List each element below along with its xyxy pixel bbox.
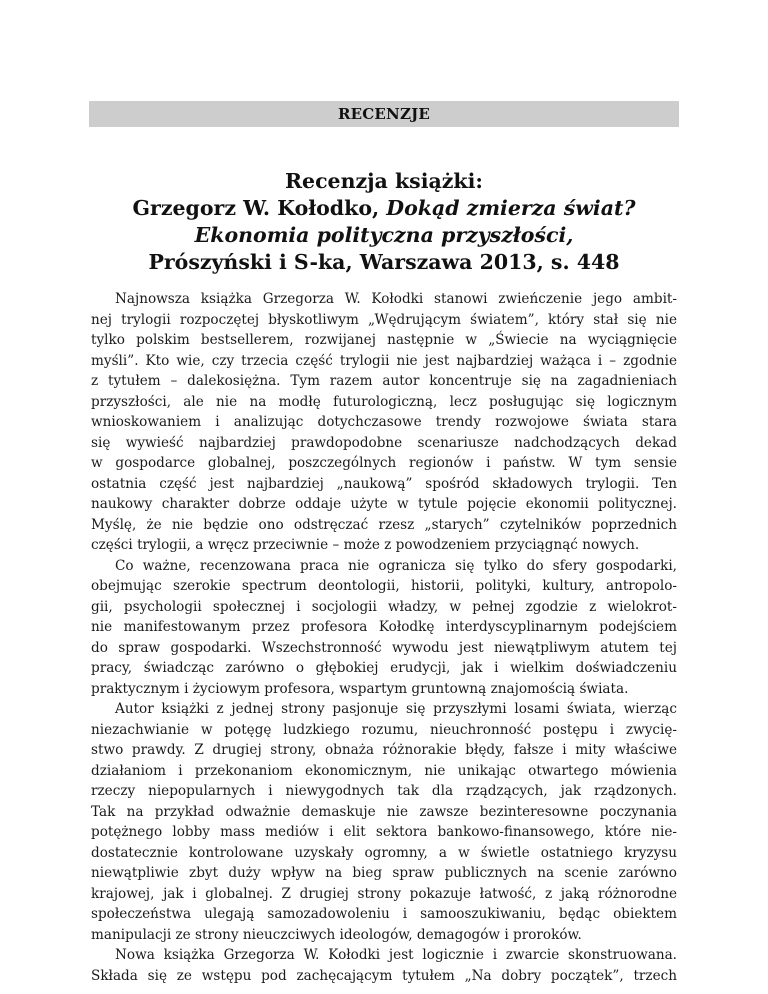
body-line: przyszłości, ale nie na modłę futurologiczną, lecz posługując się logicznym [91, 393, 677, 410]
body-line: nej trylogii rozpoczętej błyskotliwym „Wędrującym światem”, który stał się nie [91, 311, 677, 328]
body-line: niezachwianie w potęgę ludzkiego rozumu, nieuchronność postępu i zwycię- [91, 721, 677, 738]
title-line-2 [89, 195, 679, 222]
body-line: Myślę, że nie będzie ono odstręczać rzesz „starych” czytelników poprzednich [91, 516, 677, 533]
body-line: społeczeństwa ulegają samozadowoleniu i samooszukiwaniu, będąc obiektem [91, 906, 677, 922]
body-line: ostatnia część jest najbardziej „naukową” spośród składowych trylogii. Ten [91, 475, 677, 492]
body-line: w gospodarce globalnej, poszczególnych regionów i państw. W tym sensie [91, 455, 677, 471]
body-line: tylko polskim bestsellerem, rozwijanej następnie w „Świecie na wyciągnięcie [91, 332, 677, 348]
body-line: naukowy charakter dobrze oddaje użyte w tytule pojęcie ekonomii politycznej. [91, 496, 677, 512]
body-line: niewątpliwie zbyt duży wpływ na bieg spraw publicznych na scenie zarówno [91, 865, 677, 881]
section-header-bar [89, 101, 679, 127]
title-book-name: Dokąd zmierza świat? [386, 196, 636, 220]
body-line: gii, psychologii społecznej i socjologii władzy, w pełnej zgodzie z wielokrot- [91, 598, 677, 615]
body-line: wnioskowaniem i analizując dotychczasowe trendy rozwojowe świata stara [91, 414, 677, 430]
body-line: nie manifestowanym przez profesora Kołodkę interdyscyplinarnym podejściem [91, 619, 677, 635]
body-line: Nowa książka Grzegorza W. Kołodki jest logicznie i zwarcie skonstruowana. [115, 947, 677, 963]
body-line: manipulacji ze strony nieuczciwych ideologów, demagogów i proroków. [91, 926, 582, 943]
body-line: się wywieść najbardziej prawdopodobne scenariusze nadchodzących dekad [91, 434, 677, 451]
title-author: Grzegorz W. Kołodko, [132, 196, 387, 220]
body-line: Tak na przykład odważnie demaskuje nie zawsze bezinteresowne poczynania [91, 803, 677, 820]
body-line: pracy, świadcząc zarówno o głębokiej erudycji, jak i wielkim doświadczeniu [91, 660, 677, 676]
body-line: Najnowsza książka Grzegorza W. Kołodki stanowi zwieńczenie jego ambit- [115, 291, 677, 307]
body-line: z tytułem – dalekosiężna. Tym razem autor koncentruje się na zagadnieniach [91, 373, 677, 389]
body-line: myśli”. Kto wie, czy trzecia część trylogii nie jest najbardziej ważąca i – zgodnie [91, 352, 677, 369]
body-line: działaniom i przekonaniom ekonomicznym, nie unikając otwartego mówienia [91, 762, 677, 779]
body-line: stwo prawdy. Z drugiej strony, obnaża różnorakie błędy, fałsze i mity właściwe [91, 742, 677, 758]
title-line-1: Recenzja książki: [284, 169, 483, 193]
review-title [89, 168, 679, 276]
review-body [91, 289, 677, 986]
body-line: Autor książki z jednej strony pasjonuje się przyszłymi losami świata, wierząc [115, 701, 677, 717]
body-line: Składa się ze wstępu pod zachęcającym tytułem „Na dobry początek”, trzech [91, 967, 677, 984]
title-line-4: Prószyński i S-ka, Warszawa 2013, s. 448 [148, 250, 620, 274]
section-label: RECENZJE [337, 105, 431, 123]
body-line: Co ważne, recenzowana praca nie ogranicza się tylko do sfery gospodarki, [115, 557, 677, 574]
body-line: krajowej, jak i globalnej. Z drugiej strony pokazuje łatwość, z jaką różnorodne [91, 885, 677, 902]
body-line: praktycznym i życiowym profesora, wspartym gruntowną znajomością świata. [91, 680, 629, 697]
body-line: rzeczy niepopularnych i niewygodnych tak dla rządzących, jak rządzonych. [91, 783, 677, 799]
body-line: obejmując szerokie spectrum deontologii, historii, polityki, kultury, antropolo- [91, 578, 677, 594]
body-line: części trylogii, a wręcz przeciwnie – może z powodzeniem przyciągnąć nowych. [91, 537, 640, 553]
title-line-3: Ekonomia polityczna przyszłości, [194, 223, 574, 247]
body-line: dostatecznie kontrolowane uzyskały ogromny, a w świetle ostatniego kryzysu [91, 844, 677, 861]
body-line: potężnego lobby mass mediów i elit sektora bankowo-finansowego, które nie- [91, 824, 677, 840]
body-line: do spraw gospodarki. Wszechstronność wywodu jest niewątpliwym atutem tej [91, 639, 677, 656]
